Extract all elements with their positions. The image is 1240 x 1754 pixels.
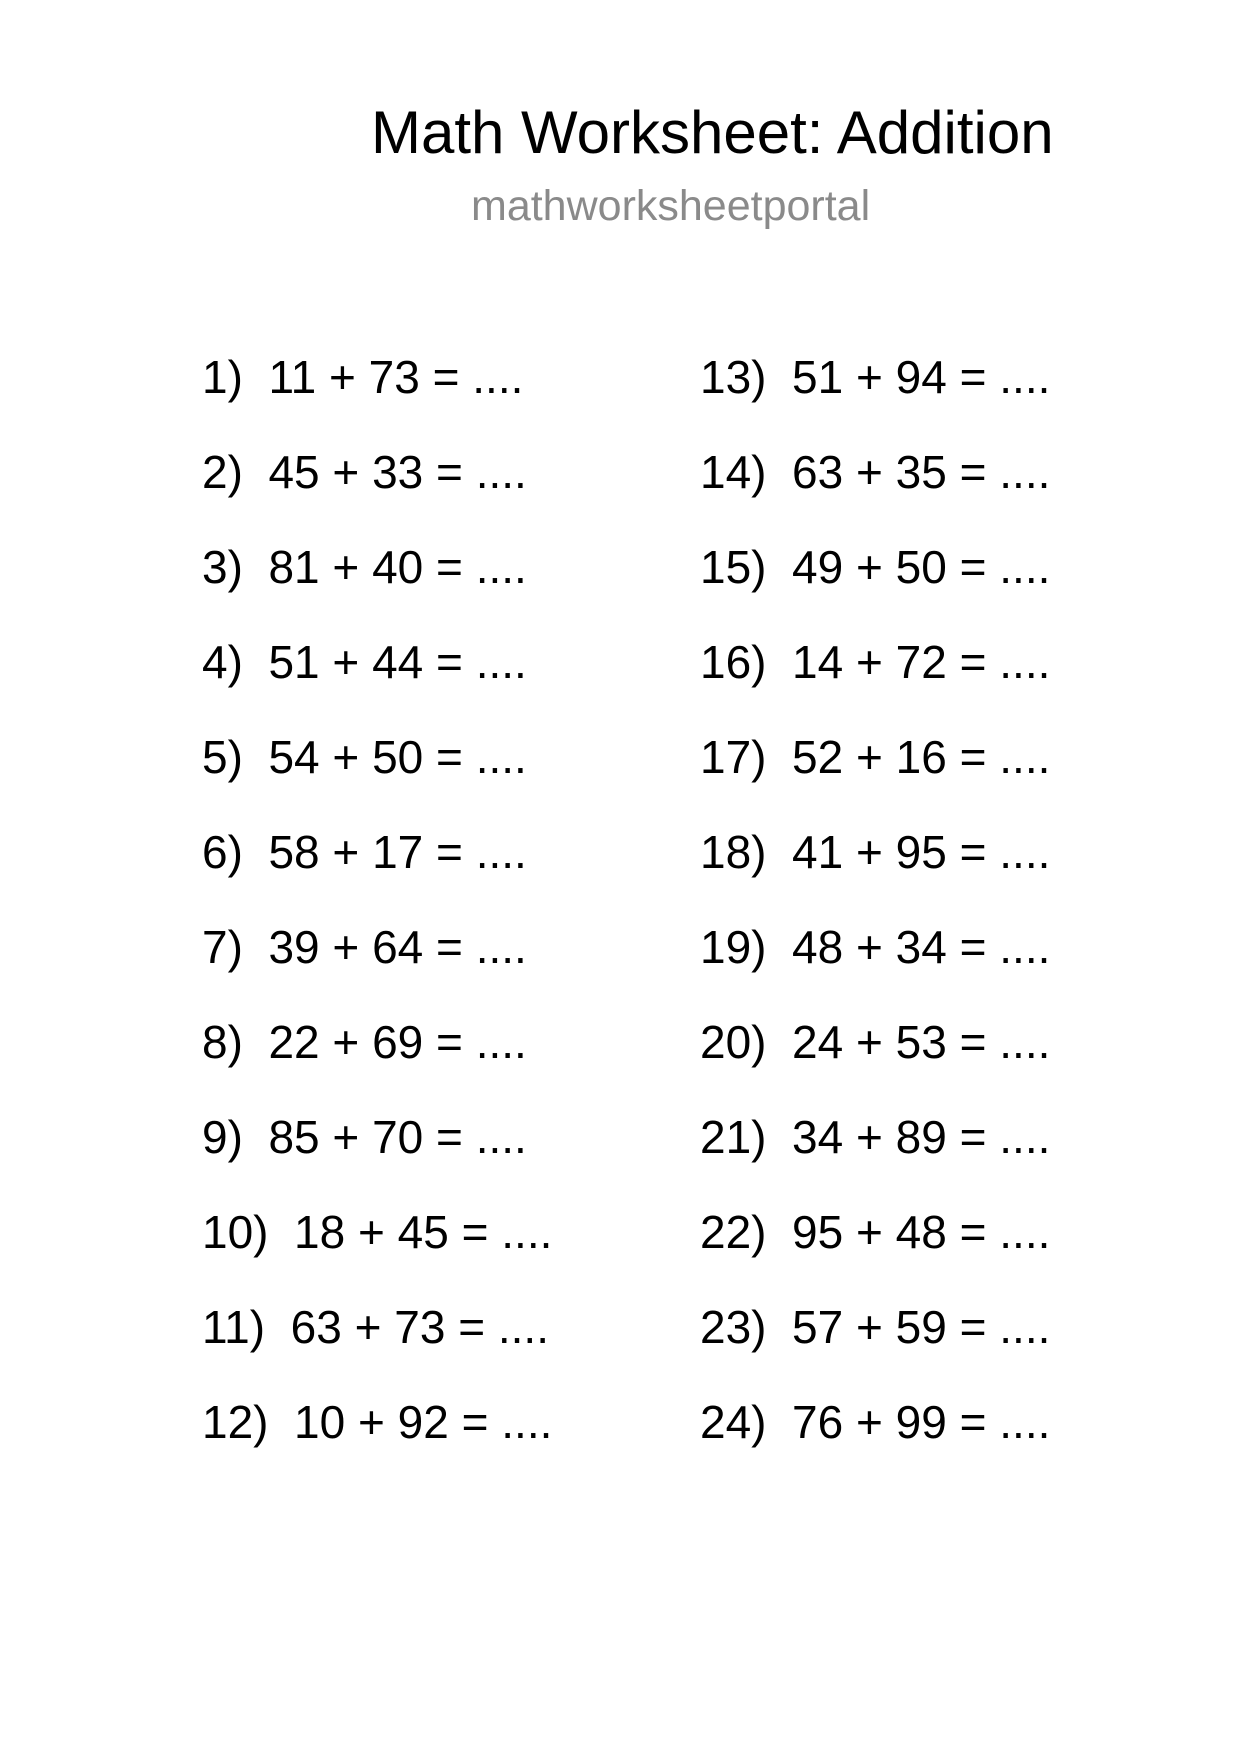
problem-number: 3) (202, 541, 243, 593)
problem-number: 11) (202, 1301, 266, 1353)
problem-number: 1) (202, 351, 243, 403)
operand-a: 51 (268, 636, 320, 688)
worksheet-subtitle: mathworksheetportal (471, 182, 871, 230)
equals-sign: = (436, 446, 463, 498)
problem-number: 7) (202, 921, 243, 973)
problem-number: 16) (700, 636, 767, 688)
problem-number: 10) (202, 1206, 269, 1258)
answer-blank: .... (999, 1016, 1051, 1068)
problem-number: 15) (700, 541, 767, 593)
operator: + (332, 1111, 360, 1163)
operand-a: 63 (290, 1301, 342, 1353)
operand-a: 41 (792, 826, 844, 878)
operand-a: 34 (792, 1111, 844, 1163)
operand-b: 45 (397, 1206, 449, 1258)
operator: + (358, 1206, 385, 1258)
equals-sign: = (959, 1301, 987, 1353)
operator: + (332, 1016, 360, 1068)
operand-b: 59 (895, 1301, 947, 1353)
answer-blank: .... (475, 921, 527, 973)
problem-number: 21) (700, 1111, 767, 1163)
equals-sign: = (959, 731, 987, 783)
problem-column-right (700, 350, 1050, 1490)
answer-blank: .... (999, 731, 1051, 783)
operator: + (354, 1301, 382, 1353)
operand-a: 11 (268, 351, 317, 403)
operand-b: 92 (397, 1396, 449, 1448)
equals-sign: = (959, 446, 987, 498)
operator: + (332, 541, 360, 593)
problem-item (700, 635, 1050, 730)
problem-item (202, 1205, 552, 1300)
operand-a: 85 (268, 1111, 320, 1163)
answer-blank: .... (497, 1301, 549, 1353)
equals-sign: = (959, 921, 987, 973)
operator: + (856, 921, 883, 973)
operand-a: 57 (792, 1301, 844, 1353)
answer-blank: .... (999, 1206, 1051, 1258)
equals-sign: = (959, 636, 987, 688)
operator: + (856, 826, 883, 878)
problem-item (202, 1110, 552, 1205)
operand-b: 73 (368, 351, 420, 403)
answer-blank: .... (999, 541, 1051, 593)
operand-a: 81 (268, 541, 320, 593)
operand-b: 16 (895, 731, 947, 783)
operand-b: 95 (895, 826, 947, 878)
operator: + (856, 541, 883, 593)
problem-item (202, 920, 552, 1015)
answer-blank: .... (999, 1111, 1051, 1163)
problem-number: 17) (700, 731, 767, 783)
operator: + (856, 636, 883, 688)
operand-a: 39 (268, 921, 320, 973)
answer-blank: .... (472, 351, 524, 403)
problem-number: 18) (700, 826, 767, 878)
answer-blank: .... (999, 446, 1051, 498)
operand-a: 63 (792, 446, 844, 498)
answer-blank: .... (501, 1206, 553, 1258)
operand-b: 48 (895, 1206, 947, 1258)
operand-b: 53 (895, 1016, 947, 1068)
problem-number: 23) (700, 1301, 767, 1353)
equals-sign: = (458, 1301, 486, 1353)
answer-blank: .... (999, 921, 1051, 973)
operand-b: 40 (372, 541, 424, 593)
operand-a: 49 (792, 541, 844, 593)
problem-item (202, 730, 552, 825)
equals-sign: = (959, 1016, 987, 1068)
equals-sign: = (959, 541, 987, 593)
operand-a: 52 (792, 731, 844, 783)
equals-sign: = (461, 1206, 489, 1258)
problem-item (700, 540, 1050, 635)
answer-blank: .... (475, 446, 527, 498)
problem-item (202, 445, 552, 540)
problem-item (700, 1110, 1050, 1205)
operand-b: 89 (895, 1111, 947, 1163)
operand-a: 22 (268, 1016, 320, 1068)
operator: + (332, 731, 360, 783)
operator: + (332, 921, 360, 973)
equals-sign: = (959, 1396, 987, 1448)
problem-item (202, 1015, 552, 1110)
operand-b: 44 (372, 636, 424, 688)
problem-item (700, 920, 1050, 1015)
problem-number: 2) (202, 446, 243, 498)
worksheet-title: Math Worksheet: Addition (371, 99, 1054, 166)
operator: + (856, 1111, 883, 1163)
problem-number: 14) (700, 446, 767, 498)
operand-b: 94 (895, 351, 947, 403)
problem-number: 8) (202, 1016, 243, 1068)
problem-item (202, 350, 552, 445)
operand-b: 50 (372, 731, 424, 783)
answer-blank: .... (999, 1396, 1051, 1448)
operand-a: 45 (268, 446, 320, 498)
problem-item (700, 730, 1050, 825)
equals-sign: = (432, 351, 460, 403)
problem-item (202, 540, 552, 635)
operator: + (358, 1396, 385, 1448)
operand-a: 51 (792, 351, 844, 403)
operator: + (332, 446, 360, 498)
equals-sign: = (959, 1206, 987, 1258)
operand-b: 50 (895, 541, 947, 593)
operand-b: 99 (895, 1396, 947, 1448)
equals-sign: = (436, 826, 463, 878)
operator: + (856, 1301, 883, 1353)
operand-b: 64 (372, 921, 424, 973)
operator: + (856, 1016, 883, 1068)
operator: + (329, 351, 356, 403)
equals-sign: = (959, 1111, 987, 1163)
operand-a: 24 (792, 1016, 844, 1068)
equals-sign: = (436, 1111, 463, 1163)
operand-b: 17 (372, 826, 424, 878)
operator: + (332, 826, 360, 878)
operand-a: 14 (792, 636, 844, 688)
problem-item (700, 1395, 1050, 1490)
answer-blank: .... (475, 826, 527, 878)
problem-number: 5) (202, 731, 243, 783)
answer-blank: .... (475, 1016, 527, 1068)
problem-item (700, 825, 1050, 920)
problem-number: 20) (700, 1016, 767, 1068)
operand-b: 69 (372, 1016, 424, 1068)
equals-sign: = (959, 351, 987, 403)
operand-b: 73 (394, 1301, 446, 1353)
equals-sign: = (436, 636, 463, 688)
answer-blank: .... (999, 636, 1051, 688)
answer-blank: .... (475, 636, 527, 688)
operand-b: 35 (895, 446, 947, 498)
problem-number: 13) (700, 351, 767, 403)
answer-blank: .... (475, 731, 527, 783)
problem-number: 22) (700, 1206, 767, 1258)
problem-item (202, 1300, 552, 1395)
equals-sign: = (436, 1016, 463, 1068)
problem-number: 4) (202, 636, 243, 688)
problem-item (202, 1395, 552, 1490)
problem-item (700, 350, 1050, 445)
operand-b: 34 (895, 921, 947, 973)
answer-blank: .... (999, 351, 1051, 403)
operand-a: 76 (792, 1396, 844, 1448)
problem-item (202, 825, 552, 920)
problem-item (700, 1205, 1050, 1300)
operand-a: 48 (792, 921, 844, 973)
operand-b: 72 (895, 636, 947, 688)
equals-sign: = (959, 826, 987, 878)
operator: + (856, 1396, 883, 1448)
equals-sign: = (436, 541, 463, 593)
problem-number: 24) (700, 1396, 767, 1448)
problem-item (700, 1300, 1050, 1395)
problem-item (202, 635, 552, 730)
operand-a: 18 (294, 1206, 346, 1258)
operand-a: 58 (268, 826, 320, 878)
operand-a: 54 (268, 731, 320, 783)
operator: + (856, 446, 883, 498)
operand-a: 95 (792, 1206, 844, 1258)
equals-sign: = (436, 731, 463, 783)
operator: + (856, 1206, 883, 1258)
problem-column-left (202, 350, 552, 1490)
operator: + (332, 636, 360, 688)
answer-blank: .... (475, 541, 527, 593)
answer-blank: .... (999, 826, 1051, 878)
answer-blank: .... (999, 1301, 1051, 1353)
problem-number: 19) (700, 921, 767, 973)
equals-sign: = (436, 921, 463, 973)
operator: + (856, 731, 883, 783)
operand-b: 33 (372, 446, 424, 498)
problem-number: 12) (202, 1396, 269, 1448)
operator: + (856, 351, 883, 403)
operand-a: 10 (294, 1396, 346, 1448)
problem-number: 9) (202, 1111, 243, 1163)
answer-blank: .... (475, 1111, 527, 1163)
problem-item (700, 1015, 1050, 1110)
operand-b: 70 (372, 1111, 424, 1163)
answer-blank: .... (501, 1396, 553, 1448)
problem-number: 6) (202, 826, 243, 878)
problem-item (700, 445, 1050, 540)
equals-sign: = (461, 1396, 489, 1448)
